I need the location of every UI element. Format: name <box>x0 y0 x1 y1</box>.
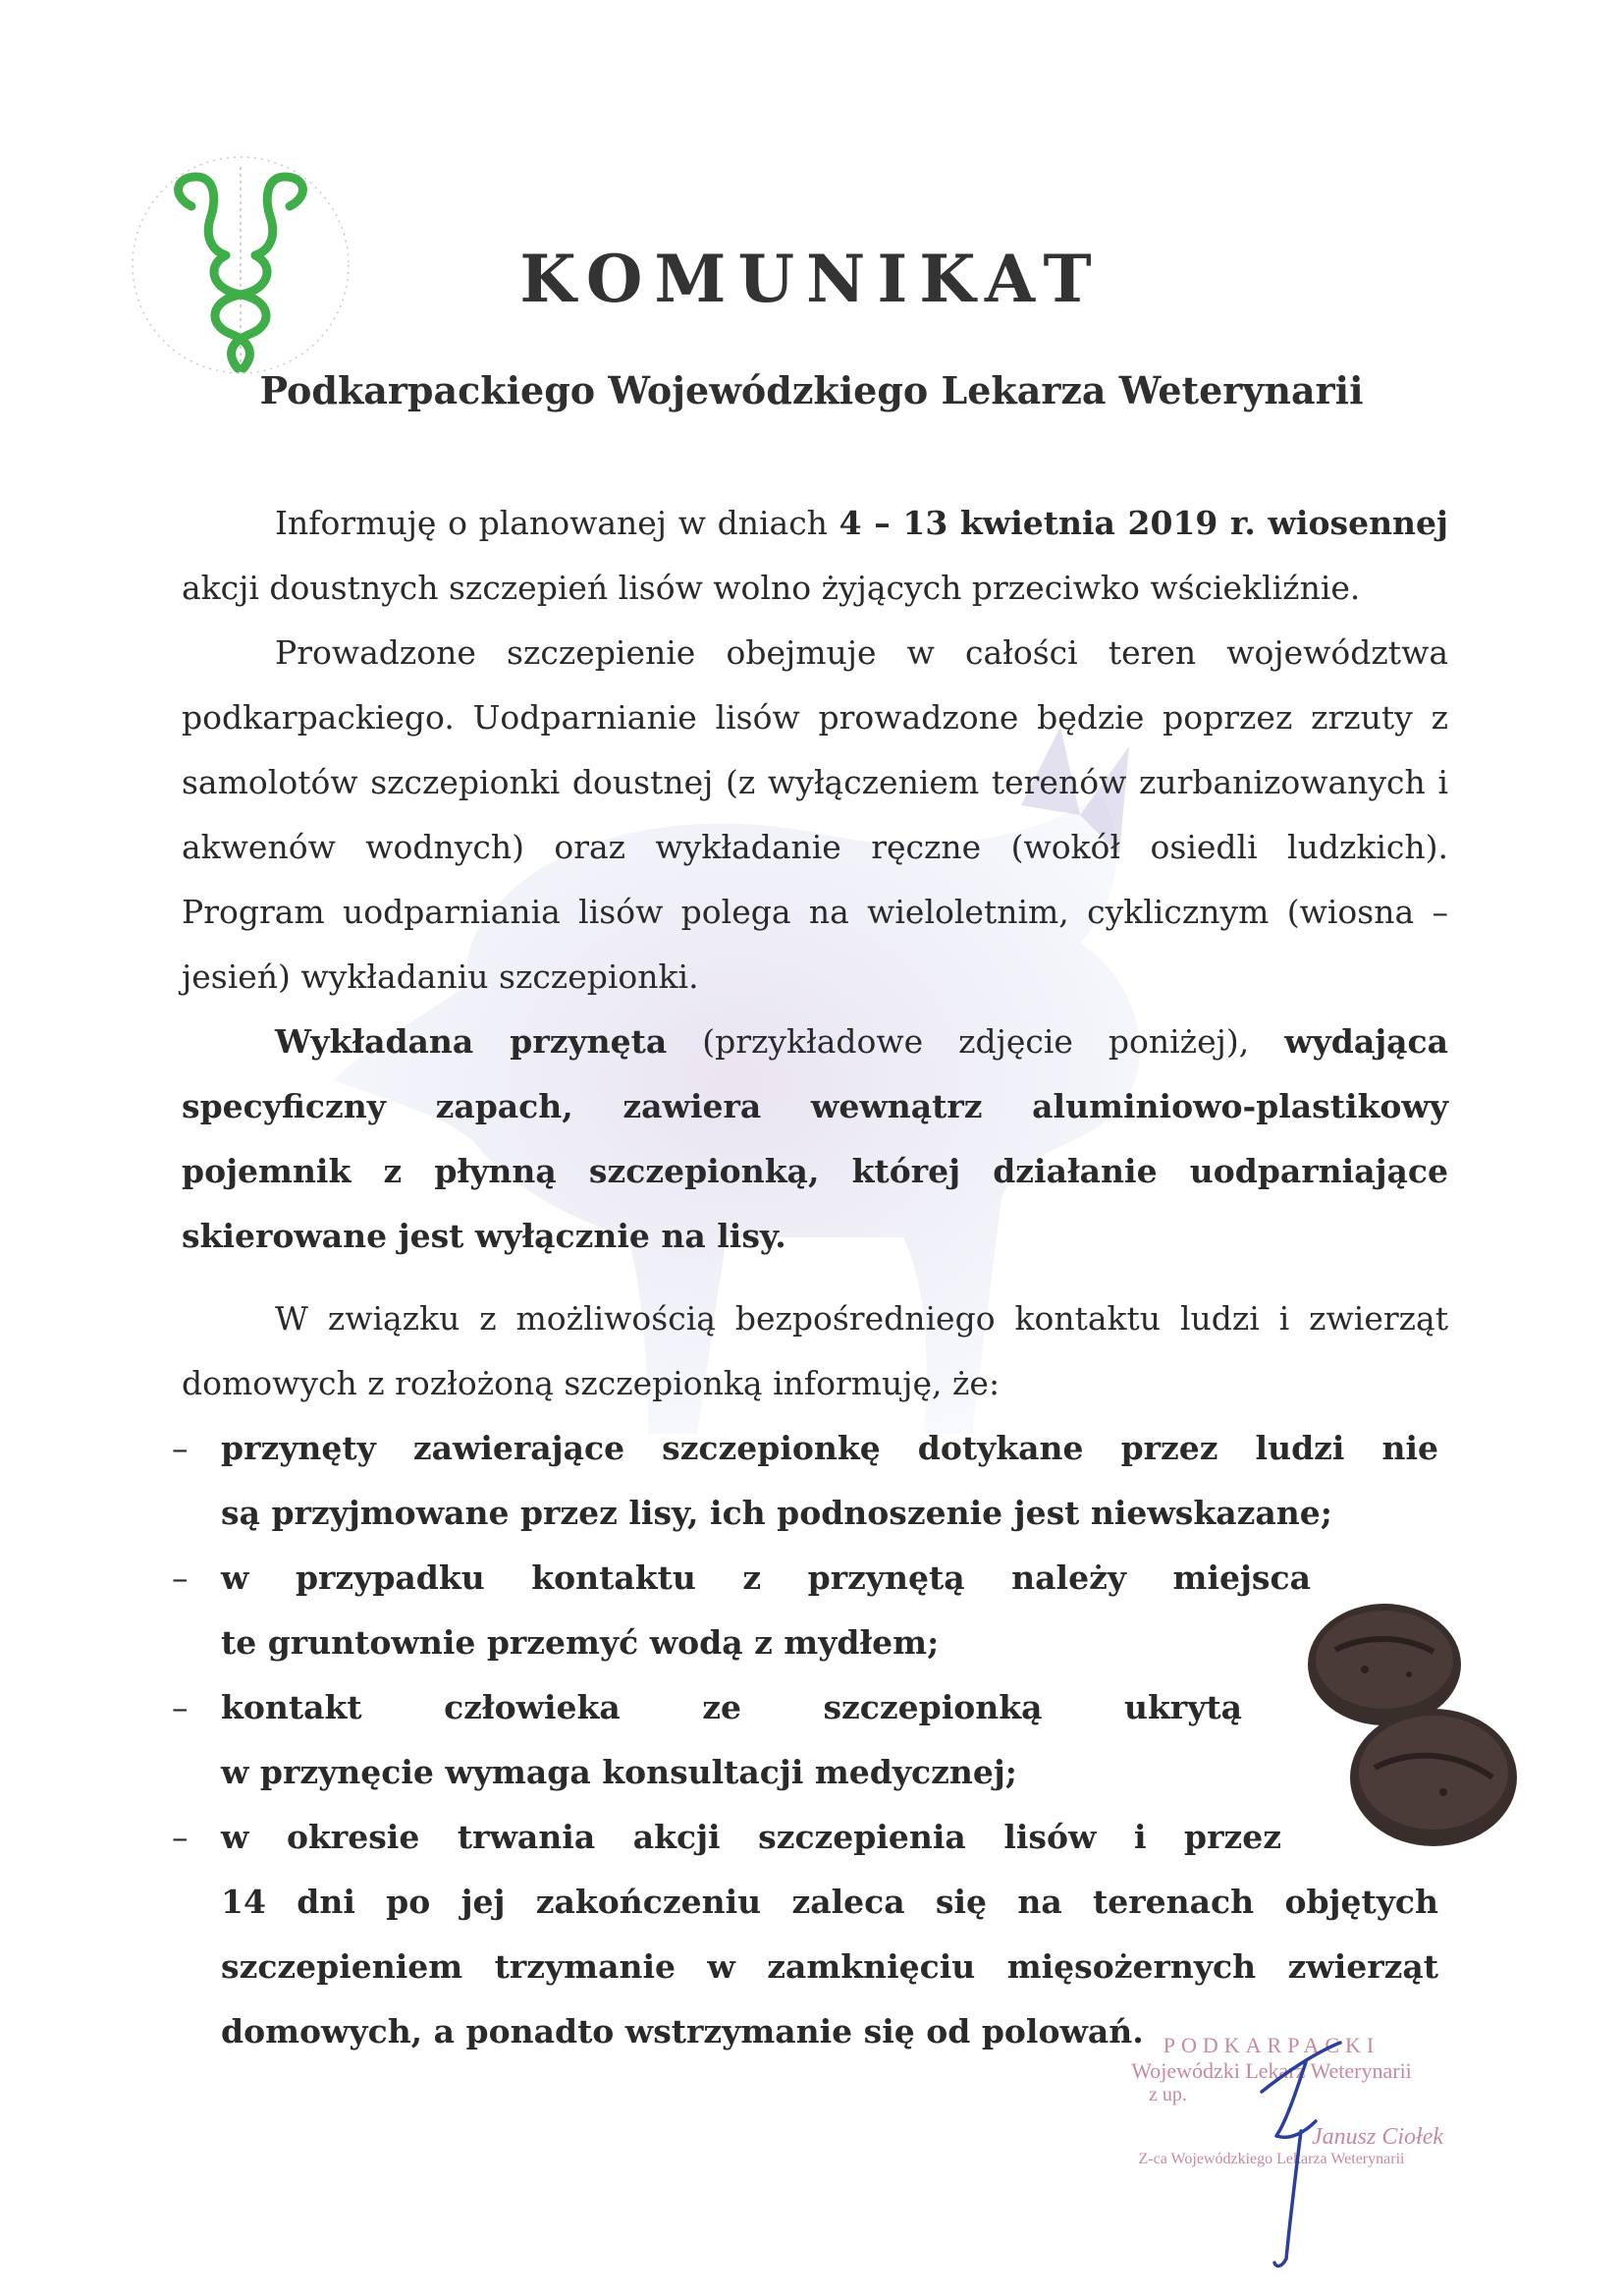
stamp-line: Wojewódzki Lekarz Weterynarii <box>1131 2058 1412 2083</box>
list-item-text: w przypadku kontaktu z przynętą należy miejsca <box>221 1558 1311 1597</box>
list-item <box>172 1546 1448 1675</box>
list-item-text: przynęty zawierające szczepionkę dotykane przez ludzi nie <box>221 1429 1438 1467</box>
dash-bullet: – <box>172 1818 189 1856</box>
page-subtitle: Podkarpackiego Wojewódzkiego Lekarza Weterynarii <box>259 368 1364 412</box>
list-item-text: kontakt człowieka ze szczepionką ukrytą <box>221 1688 1242 1726</box>
stamp-line: Z-ca Wojewódzkiego Lekarza Weterynarii <box>1138 2151 1405 2167</box>
list-item-text: 14 dni po jej zakończeniu zaleca się na terenach objętych szczepieniem trzymanie w zamknięciu mięsożernych zwierząt domowych, a ponadto wstrzymanie się od polowań. <box>221 1883 1438 2050</box>
paragraph-contact: W związku z możliwością bezpośredniego kontaktu ludzi i zwierząt domowych z rozłożoną szczepionką informuję, że: <box>182 1299 1448 1402</box>
list-item-text: są przyjmowane przez lisy, ich podnoszenie jest niewskazane; <box>221 1494 1332 1532</box>
paragraph-bait <box>182 1010 1448 1269</box>
list-item <box>172 1416 1448 1546</box>
stamp-line: Janusz Ciołek <box>1312 2124 1443 2150</box>
paragraph-dates <box>182 491 1448 621</box>
dash-bullet: – <box>172 1429 189 1467</box>
campaign-dates: 4 – 13 kwietnia 2019 r. wiosennej <box>839 504 1448 542</box>
list-item <box>172 1675 1448 1805</box>
handwritten-signature <box>1247 2023 1355 2278</box>
dash-bullet: – <box>172 1558 189 1597</box>
page-title: KOMUNIKAT <box>519 241 1104 317</box>
list-item-text: w okresie trwania akcji szczepienia lisów i przez <box>221 1818 1281 1856</box>
paragraph-text: akcji doustnych szczepień lisów wolno żyjących przeciwko wściekliźnie. <box>182 569 1361 607</box>
paragraph-text: (przykładowe zdjęcie poniżej), <box>667 1022 1285 1061</box>
stamp-line: PODKARPACKI <box>1163 2033 1380 2057</box>
bait-description: wydająca specyficzny zapach, zawiera wewnątrz aluminiowo-plastikowy pojemnik z płynną szczepionką, której działanie uodparniające skierowane jest wyłącznie na lisy. <box>182 1022 1448 1255</box>
list-item-text: te gruntownie przemyć wodą z mydłem; <box>221 1623 940 1662</box>
paragraph-scope: Prowadzone szczepienie obejmuje w całości teren województwa podkarpackiego. Uodparnianie lisów prowadzone będzie poprzez zrzuty z samolotów szczepionki doustnej (z wyłączeniem terenów zurbanizowanych i akwenów wodnych) oraz wykładanie ręczne (wokół osiedli ludzkich). Program uodparniania lisów polega na wieloletnim, cyklicznym (wiosna – jesień) wykładaniu szczepionki. <box>182 633 1448 996</box>
stamp-line: z up. <box>1149 2084 1187 2105</box>
bait-label: Wykładana przynęta <box>275 1022 668 1061</box>
announcement-body <box>172 491 1448 2064</box>
paragraph-text: Informuję o planowanej w dniach <box>275 504 839 542</box>
bait-photo <box>1296 1591 1522 1856</box>
dash-bullet: – <box>172 1688 189 1726</box>
list-item-text: w przynęcie wymaga konsultacji medycznej; <box>221 1753 1017 1791</box>
